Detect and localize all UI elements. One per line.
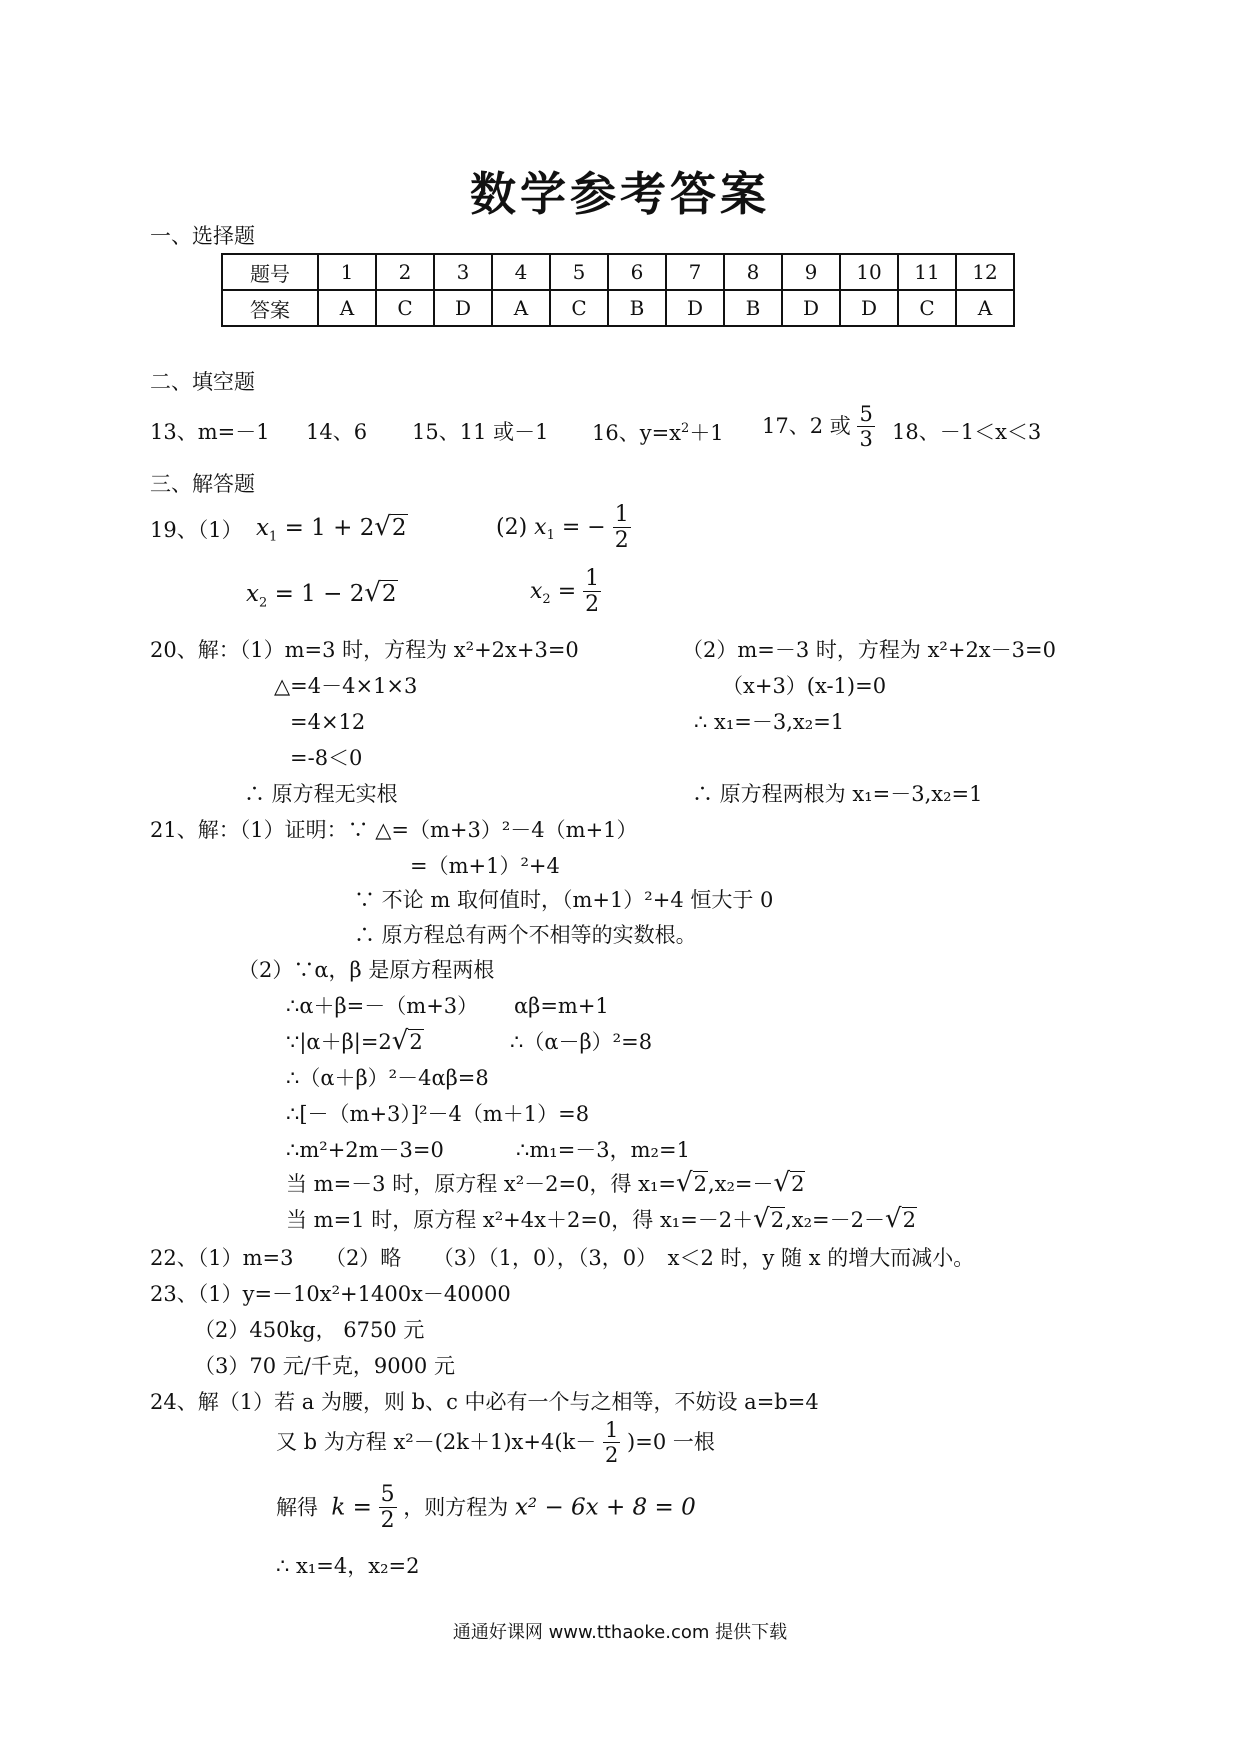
fill-answer-13: 13、m=－1 xyxy=(150,420,270,444)
q24-line-4: ∴ x₁=4，x₂=2 xyxy=(276,1554,420,1578)
section-solve-heading: 三、解答题 xyxy=(150,472,255,496)
table-cell-answer: D xyxy=(666,290,724,326)
table-cell-answer: D xyxy=(782,290,840,326)
table-cell-number: 4 xyxy=(492,254,550,290)
q20-right-2: （x+3）(x-1)=0 xyxy=(722,674,887,698)
q20-line-5: ∴ 原方程无实根 xyxy=(244,782,398,806)
q19-part2-x2: $x_2$ = $\frac{1}{2}$ xyxy=(530,566,600,618)
table-row-answers xyxy=(222,290,1014,326)
table-cell-number: 5 xyxy=(550,254,608,290)
table-cell-number: 1 xyxy=(318,254,376,290)
section-fill-heading: 二、填空题 xyxy=(150,370,255,394)
q21-line-3: ∵ 不论 m 取何值时，（m+1）²+4 恒大于 0 xyxy=(354,888,774,912)
table-cell-answer: D xyxy=(434,290,492,326)
q22-line: 22、（1）m=3 （2）略 （3）（1，0），（3，0） x＜2 时，y 随 x 的增大而减小。 xyxy=(150,1246,975,1270)
q19-label: 19、（1） xyxy=(150,518,243,542)
table-cell-number: 2 xyxy=(376,254,434,290)
q19-part2-x1: (2) $x_1$ = − $\frac{1}{2}$ xyxy=(496,502,629,554)
q24-line-1: 24、解（1）若 a 为腰，则 b、c 中必有一个与之相等，不妨设 a=b=4 xyxy=(150,1390,819,1414)
page-title: 数学参考答案 xyxy=(470,167,770,221)
table-cell-number: 3 xyxy=(434,254,492,290)
q24-line-2: 又 b 为方程 x²－(2k＋1)x+4(k－ $\frac{1}{2}$ )=0 一根 xyxy=(276,1418,715,1468)
q21-line-9: ∴[－（m+3）]²－4（m＋1）=8 xyxy=(286,1102,590,1126)
q21-line-6a: ∴α＋β=－（m+3） xyxy=(286,994,479,1018)
table-cell-number: 11 xyxy=(898,254,956,290)
table-cell-answer: A xyxy=(318,290,376,326)
table-cell-answer: C xyxy=(376,290,434,326)
table-row-numbers xyxy=(222,254,1014,290)
q21-line-7b: ∴（α－β）²=8 xyxy=(510,1030,653,1054)
table-cell-number: 10 xyxy=(840,254,898,290)
fill-answer-14: 14、6 xyxy=(306,420,368,444)
table-cell-answer: B xyxy=(608,290,666,326)
q23-line-3: （3）70 元/千克，9000 元 xyxy=(194,1354,455,1378)
q21-line-2: =（m+1）²+4 xyxy=(410,854,560,878)
table-cell-number: 12 xyxy=(956,254,1014,290)
q20-right-4: ∴ 原方程两根为 x₁=－3,x₂=1 xyxy=(692,782,983,806)
q21-line-5: （2）∵α，β 是原方程两根 xyxy=(238,958,495,982)
q20-line-3: =4×12 xyxy=(290,710,366,734)
q24-line-3: 解得 k = $\frac{5}{2}$ ，则方程为 x² − 6x + 8 = 0 xyxy=(276,1482,696,1534)
q23-line-2: （2）450kg， 6750 元 xyxy=(194,1318,425,1342)
q20-line-1: 20、解：（1）m=3 时，方程为 x²+2x+3=0 xyxy=(150,638,579,662)
footer-source: 通通好课网 www.tthaoke.com 提供下载 xyxy=(452,1622,788,1643)
choice-answer-table xyxy=(221,253,1015,327)
table-cell-answer: A xyxy=(492,290,550,326)
fill-answer-18: 18、－1＜x＜3 xyxy=(892,420,1042,444)
q21-line-8: ∴（α＋β）²－4αβ=8 xyxy=(286,1066,489,1090)
q21-line-4: ∴ 原方程总有两个不相等的实数根。 xyxy=(354,923,697,947)
q21-line-1: 21、解：（1）证明：∵ △=（m+3）²－4（m+1） xyxy=(150,818,638,842)
q20-line-2: △=4－4×1×3 xyxy=(274,674,418,698)
q21-line-10b: ∴m₁=－3，m₂=1 xyxy=(516,1138,690,1162)
q19-x1: $x_1 = 1 + 2√2$ xyxy=(256,512,407,545)
q21-line-6b: αβ=m+1 xyxy=(514,994,609,1018)
table-header-answer: 答案 xyxy=(222,290,318,326)
fill-answer-15: 15、11 或－1 xyxy=(412,420,549,444)
q20-right-3: ∴ x₁=－3,x₂=1 xyxy=(694,710,845,734)
table-cell-answer: C xyxy=(898,290,956,326)
fill-answer-17: 17、2 或 $\frac{5}{3}$ xyxy=(762,402,873,452)
section-choice-heading: 一、选择题 xyxy=(150,224,255,248)
table-header-number: 题号 xyxy=(222,254,318,290)
q20-right-1: （2）m=－3 时，方程为 x²+2x－3=0 xyxy=(682,638,1056,662)
table-cell-answer: B xyxy=(724,290,782,326)
table-cell-answer: A xyxy=(956,290,1014,326)
table-cell-number: 9 xyxy=(782,254,840,290)
q21-line-10a: ∴m²+2m－3=0 xyxy=(286,1138,444,1162)
q21-line-11: 当 m=－3 时，原方程 x²－2=0，得 x₁=√2,x₂=－√2 xyxy=(286,1168,805,1198)
q20-line-4: =-8＜0 xyxy=(290,746,363,770)
table-cell-number: 7 xyxy=(666,254,724,290)
q21-line-7a: ∵|α＋β|=2√2 xyxy=(286,1026,423,1056)
table-cell-number: 8 xyxy=(724,254,782,290)
table-cell-number: 6 xyxy=(608,254,666,290)
table-cell-answer: D xyxy=(840,290,898,326)
q21-line-12: 当 m=1 时，原方程 x²+4x＋2=0，得 x₁=－2＋√2,x₂=－2－√2 xyxy=(286,1204,916,1234)
fill-answer-16: 16、$y=x^2+1$ xyxy=(592,421,724,445)
q23-line-1: 23、（1）y=－10x²+1400x－40000 xyxy=(150,1282,511,1306)
q19-x2: $x_2 = 1 - 2√2$ xyxy=(246,578,397,611)
table-cell-answer: C xyxy=(550,290,608,326)
